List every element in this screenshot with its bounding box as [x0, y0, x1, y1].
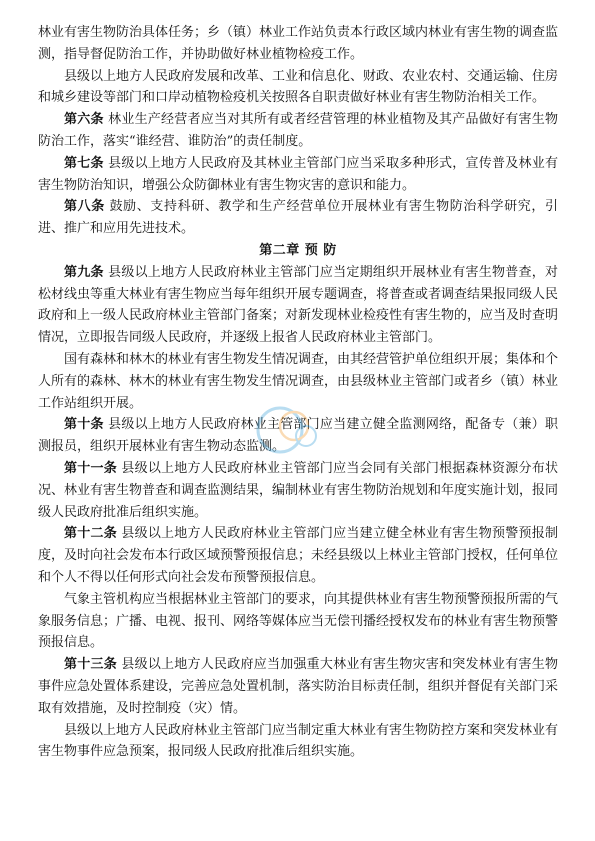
paragraph-text: 鼓励、支持科研、教学和生产经营单位开展林业有害生物防治科学研究，引进、推广和应用先进技术。 [38, 199, 558, 237]
document-body-part2 [38, 262, 558, 763]
article-number: 第十一条 [64, 460, 117, 476]
paragraph [38, 109, 558, 153]
paragraph [38, 262, 558, 349]
article-number: 第十二条 [64, 526, 117, 542]
paragraph [38, 654, 558, 719]
article-number: 第十三条 [64, 657, 117, 673]
paragraph-text: 县级以上地方人民政府应当加强重大林业有害生物灾害和突发林业有害生物事件应急处置体系建设，完善应急处置机制，落实防治目标责任制，组织并督促有关部门采取有效措施，及时控制疫（灾）情。 [38, 657, 559, 716]
article-number: 第六条 [64, 112, 104, 128]
article-number: 第七条 [64, 155, 104, 171]
article-number: 第八条 [64, 199, 105, 215]
paragraph-text: 县级以上地方人民政府发展和改革、工业和信息化、财政、农业农村、交通运输、住房和城乡建设等部门和口岸动植物检疫机关按照各自职责做好林业有害生物防治相关工作。 [38, 68, 559, 106]
paragraph-text: 林业生产经营者应当对其所有或者经营管理的林业植物及其产品做好有害生物防治工作，落实“谁经营、谁防治”的责任制度。 [38, 112, 558, 149]
paragraph-text: 国有森林和林木的林业有害生物发生情况调查，由其经营管护单位组织开展；集体和个人所有的森林、林木的林业有害生物发生情况调查，由县级林业主管部门或者乡（镇）林业工作站组织开展。 [38, 351, 559, 411]
paragraph [38, 720, 558, 764]
document-body-part1 [38, 22, 558, 240]
paragraph [38, 458, 558, 523]
article-number: 第九条 [64, 264, 104, 280]
paragraph [38, 349, 558, 414]
paragraph-text: 县级以上地方人民政府林业主管部门应当会同有关部门根据森林资源分布状况、林业有害生物普查和调查监测结果，编制林业有害生物防治规划和年度实施计划，报同级人民政府批准后组织实施。 [38, 460, 559, 520]
chapter-title: 第二章 预 防 [259, 242, 337, 258]
paragraph-text: 县级以上地方人民政府林业主管部门应当建立健全林业有害生物预警预报制度，及时向社会发布本行政区域预警预报信息；未经县级以上林业主管部门授权，任何单位和个人不得以任何形式向社会发布预警预报信息。 [38, 526, 559, 585]
paragraph-text: 林业有害生物防治具体任务；乡（镇）林业工作站负责本行政区域内林业有害生物的调查监测，指导督促防治工作，并协助做好林业植物检疫工作。 [38, 25, 559, 62]
paragraph-text: 县级以上地方人民政府林业主管部门应当定期组织开展林业有害生物普查，对松材线虫等重大林业有害生物应当每年组织开展专题调查，将普查或者调查结果报同级人民政府和上一级人民政府林业主管部门备案；对新发现林业检疫性有害生物的，应当及时查明情况，立即报告同级人民政府，并逐级上报省人民政府林业主管部门。 [38, 264, 559, 346]
paragraph [38, 66, 558, 110]
paragraph [38, 523, 558, 588]
paragraph-text: 气象主管机构应当根据林业主管部门的要求，向其提供林业有害生物预警预报所需的气象服务信息；广播、电视、报刊、网络等媒体应当无偿刊播经授权发布的林业有害生物预警预报信息。 [38, 591, 559, 651]
paragraph [38, 414, 558, 458]
paragraph-text: 县级以上地方人民政府林业主管部门应当建立健全监测网络，配备专（兼）职测报员，组织开展林业有害生物动态监测。 [38, 417, 558, 455]
paragraph-text: 县级以上地方人民政府及其林业主管部门应当采取多种形式，宣传普及林业有害生物防治知识，增强公众防御林业有害生物灾害的意识和能力。 [38, 155, 558, 193]
paragraph [38, 22, 558, 66]
paragraph [38, 196, 558, 240]
paragraph [38, 153, 558, 197]
paragraph [38, 589, 558, 654]
document-page [38, 22, 558, 763]
article-number: 第十条 [64, 417, 104, 433]
paragraph-text: 县级以上地方人民政府林业主管部门应当制定重大林业有害生物防控方案和突发林业有害生物事件应急预案，报同级人民政府批准后组织实施。 [38, 722, 559, 760]
